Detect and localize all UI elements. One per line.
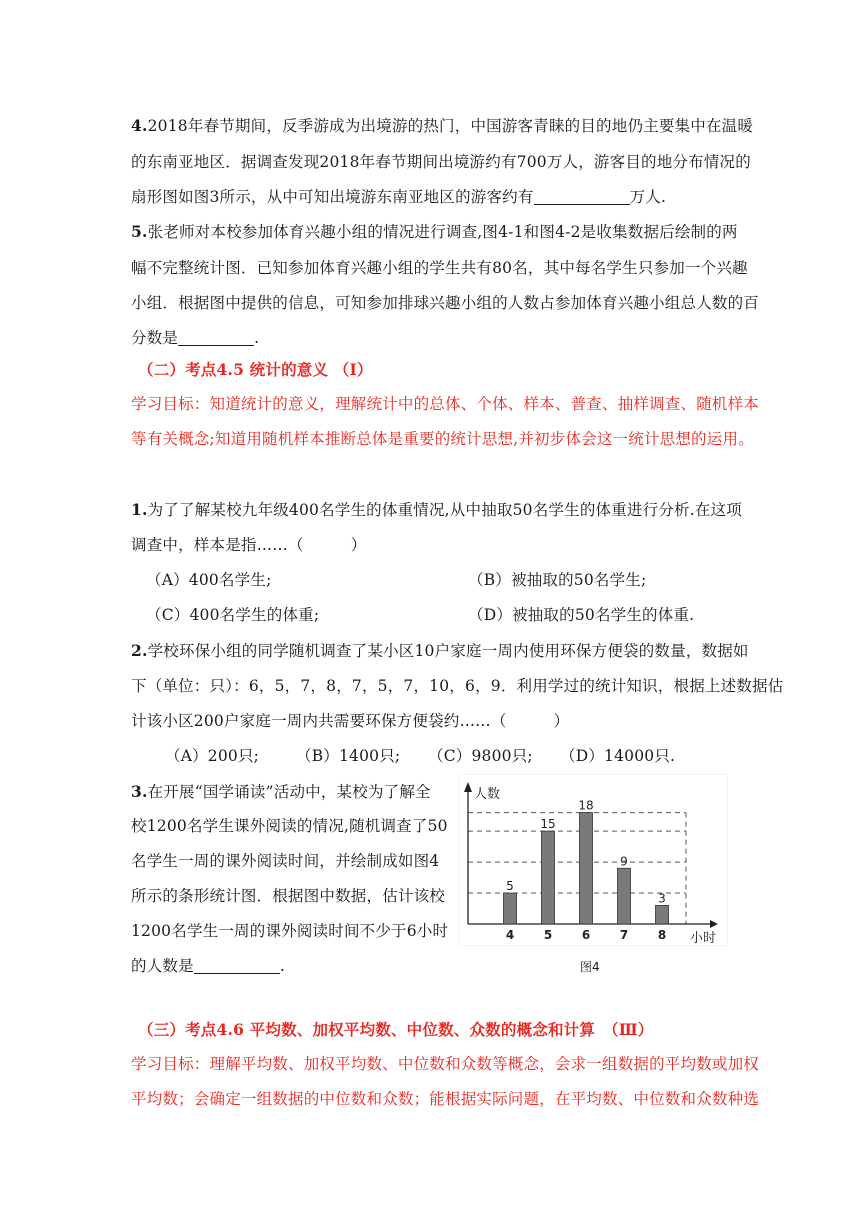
p2-number: 2. (131, 641, 148, 660)
p3-text-6: 的人数是 (131, 957, 194, 975)
bar-7 (618, 868, 631, 924)
figure-caption: 图4 (580, 960, 600, 974)
p2-option-d[interactable]: （D）14000只. (560, 747, 676, 765)
bar-5 (542, 831, 555, 924)
data-label-4: 5 (506, 879, 514, 894)
section-2-goal-2: 等有关概念;知道用随机样本推断总体是重要的统计思想,并初步体会这一统计思想的运用。 (131, 430, 754, 448)
p3-line-1 (131, 782, 431, 802)
tick-label-4: 4 (505, 928, 515, 942)
reading-time-bar-chart (458, 774, 728, 946)
tick-label-5: 5 (543, 928, 553, 942)
p3-answer-blank[interactable] (194, 958, 280, 974)
p1-option-d[interactable]: （D）被抽取的50名学生的体重. (468, 606, 695, 624)
p1-option-b[interactable]: （B）被抽取的50名学生; (468, 571, 647, 589)
p2-option-c[interactable]: （C）9800只; (428, 747, 533, 765)
q4-line-3 (131, 187, 666, 207)
p2-line-3: 计该小区200户家庭一周内共需要环保方便袋约……（ ） (131, 712, 570, 730)
tick-label-7: 7 (619, 928, 629, 942)
p3-line-5: 1200名学生一周的课外阅读时间不少于6小时 (131, 922, 449, 940)
q4-line-2: 的东南亚地区．据调查发现2018年春节期间出境游约有700万人，游客目的地分布情况的 (131, 153, 751, 171)
q5-line-4 (131, 328, 259, 348)
section-2-goal-1: 学习目标：知道统计的意义，理解统计中的总体、个体、样本、普查、抽样调查、随机样本 (131, 395, 760, 413)
section-3-goal-1: 学习目标：理解平均数、加权平均数、中位数和众数等概念，会求一组数据的平均数或加权 (131, 1055, 760, 1073)
bar-8 (656, 905, 669, 924)
p1-number: 1. (131, 500, 148, 519)
data-label-8: 3 (658, 891, 666, 906)
p2-line-2: 下（单位：只）：6，5，7，8，7，5，7，10，6，9．利用学过的统计知识，根据上述数据估 (131, 677, 784, 695)
x-axis-label: 小时 (690, 931, 717, 946)
q5-line-3: 小组．根据图中提供的信息，可知参加排球兴趣小组的人数占参加体育兴趣小组总人数的百 (131, 294, 760, 312)
p1-line-1 (131, 500, 742, 520)
data-label-5: 15 (540, 817, 556, 832)
data-label-6: 18 (578, 798, 594, 813)
tick-label-8: 8 (657, 928, 667, 942)
p1-option-c[interactable]: （C）400名学生的体重; (146, 606, 320, 624)
p3-line-3: 名学生一周的课外阅读时间，并绘制成如图4 (131, 852, 440, 870)
q4-text-1: 2018年春节期间，反季游成为出境游的热门，中国游客青睐的目的地仍主要集中在温暖 (147, 117, 754, 135)
p2-option-b[interactable]: （B）1400只; (296, 747, 401, 765)
q5-line-1 (131, 222, 738, 242)
bar-6 (580, 813, 593, 924)
q5-text-4: 分数是 (131, 329, 179, 347)
q5-text-1: 张老师对本校参加体育兴趣小组的情况进行调查,图4-1和图4-2是收集数据后绘制的两 (147, 223, 738, 241)
p1-line-2: 调查中，样本是指……（ ） (131, 536, 367, 554)
bar-4 (504, 893, 517, 924)
p3-line-4: 所示的条形统计图．根据图中数据，估计该校 (131, 887, 446, 905)
section-2-heading: （二）考点4.5 统计的意义 （Ⅰ） (138, 360, 373, 379)
p3-line-2: 校1200名学生课外阅读的情况,随机调查了50 (131, 817, 448, 835)
y-axis-label: 人数 (474, 787, 501, 802)
q4-unit: 万人. (629, 188, 667, 206)
p2-line-1 (131, 641, 749, 661)
q5-answer-blank[interactable] (178, 330, 254, 346)
p3-text-1: 在开展“国学诵读”活动中，某校为了解全 (147, 783, 431, 801)
p3-line-6 (131, 956, 285, 976)
q5-period: . (254, 329, 260, 347)
q5-number: 5. (131, 222, 148, 241)
tick-label-6: 6 (581, 928, 591, 942)
p1-option-a[interactable]: （A）400名学生; (146, 571, 272, 589)
data-label-7: 9 (620, 854, 628, 869)
p3-number: 3. (131, 782, 148, 801)
section-3-goal-2: 平均数；会确定一组数据的中位数和众数；能根据实际问题，在平均数、中位数和众数种选 (131, 1090, 760, 1108)
q4-answer-blank[interactable] (534, 189, 630, 205)
q5-line-2: 幅不完整统计图．已知参加体育兴趣小组的学生共有80名，其中每名学生只参加一个兴趣 (131, 259, 748, 277)
p1-text-1: 为了了解某校九年级400名学生的体重情况,从中抽取50名学生的体重进行分析.在这项 (147, 501, 742, 519)
section-3-heading: （三）考点4.6 平均数、加权平均数、中位数、众数的概念和计算 （Ⅲ） (138, 1020, 654, 1039)
q4-number: 4. (131, 116, 148, 135)
q4-text-3: 扇形图如图3所示，从中可知出境游东南亚地区的游客约有 (131, 188, 534, 206)
q4-line-1 (131, 116, 753, 136)
p3-period: . (279, 957, 285, 975)
p2-option-a[interactable]: （A）200只; (165, 747, 260, 765)
p2-text-1: 学校环保小组的同学随机调查了某小区10户家庭一周内使用环保方便袋的数量，数据如 (147, 642, 749, 660)
